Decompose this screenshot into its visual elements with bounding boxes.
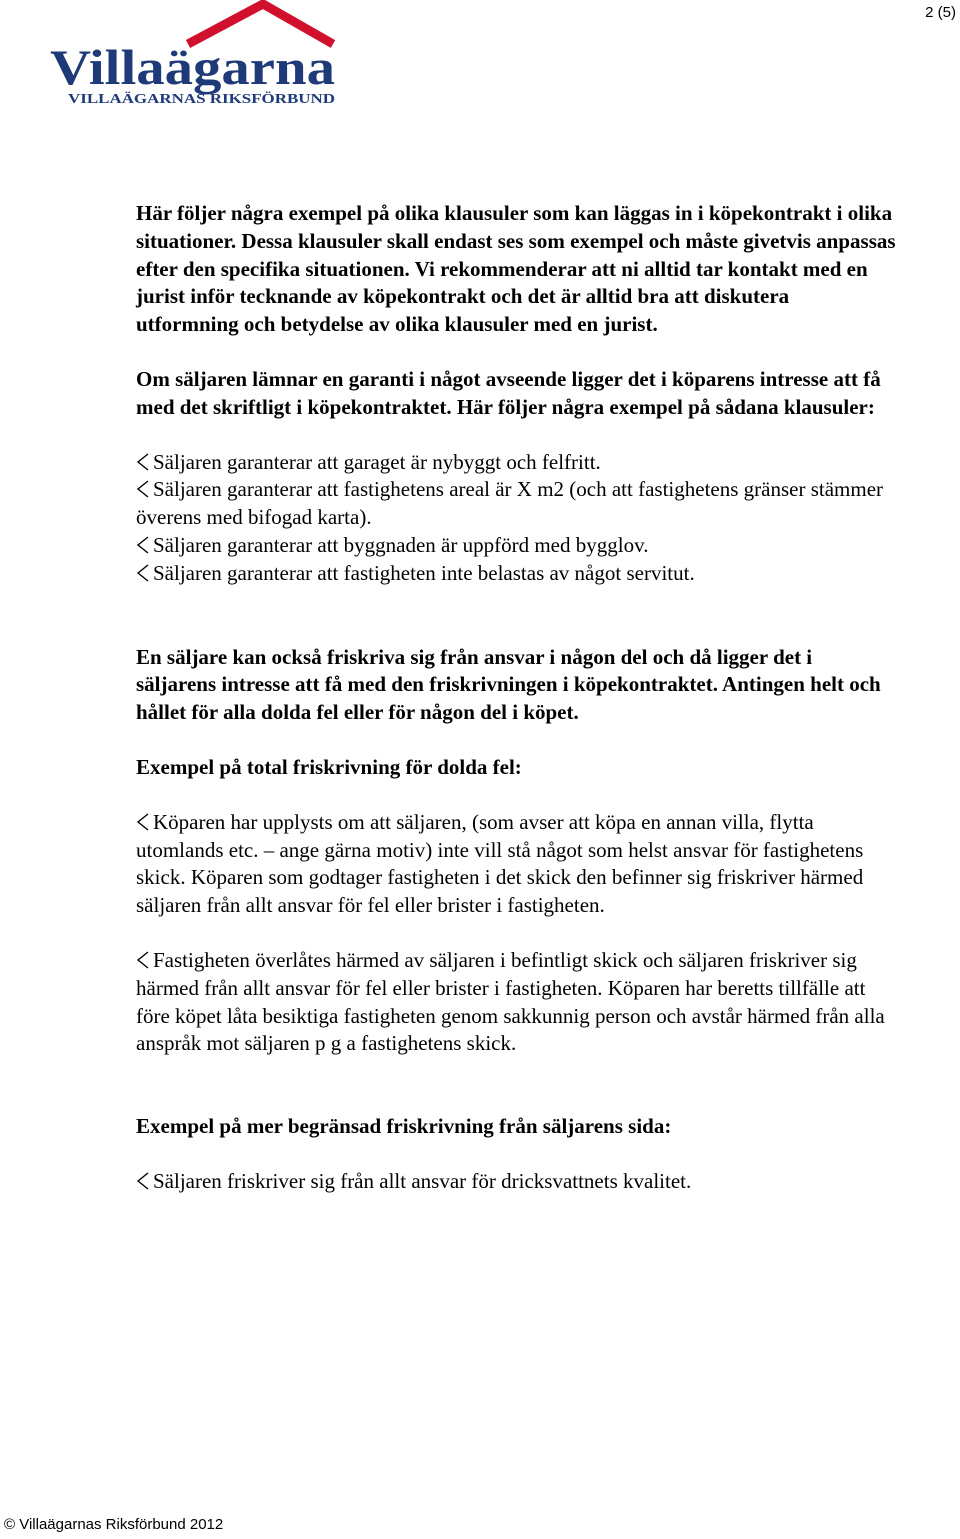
limited-disclaimer-heading: Exempel på mer begränsad friskrivning från säljarens sida: xyxy=(136,1114,672,1139)
villaagarna-logo xyxy=(50,0,340,110)
checkmark-bullet-icon xyxy=(136,535,150,555)
total-disclaimer-item xyxy=(136,809,896,920)
total-disclaimer-item xyxy=(136,947,896,1058)
intro-paragraph: Här följer några exempel på olika klausuler som kan läggas in i köpekontrakt i olika situationer. Dessa klausuler skall endast ses som exempel och måste givetvis anpassas efter den specifika situationen. Vi rekommenderar att ni alltid tar kontakt med en jurist inför tecknande av köpekontrakt och det är alltid bra att diskutera utformning och betydelse av olika klausuler med en jurist. xyxy=(136,201,896,337)
limited-disclaimer-item-text: Säljaren friskriver sig från allt ansvar för dricksvattnets kvalitet. xyxy=(153,1168,692,1193)
disclaimer-intro-paragraph: En säljare kan också friskriva sig från ansvar i någon del och då ligger det i säljarens intresse att få med den friskrivningen i köpekontraktet. Antingen helt och hållet för alla dolda fel eller för någon del i köpet. xyxy=(136,644,881,725)
guarantee-item-text: Säljaren garanterar att garaget är nybyggt och felfritt. xyxy=(153,449,601,474)
page-number: 2 (5) xyxy=(925,4,956,21)
guarantee-item xyxy=(136,476,896,532)
logo-wordmark: Villaägarna xyxy=(50,39,335,95)
guarantee-item xyxy=(136,560,896,588)
logo-subtitle: VILLAÄGARNAS RIKSFÖRBUND xyxy=(68,92,289,107)
document-body xyxy=(136,200,896,1196)
guarantee-item-text: Säljaren garanterar att byggnaden är uppförd med bygglov. xyxy=(153,532,649,557)
checkmark-bullet-icon xyxy=(136,1171,150,1191)
footer-copyright: © Villaägarnas Riksförbund 2012 xyxy=(4,1516,224,1533)
checkmark-bullet-icon xyxy=(136,950,150,970)
limited-disclaimer-item xyxy=(136,1168,896,1196)
guarantee-item-text: Säljaren garanterar att fastighetens areal är X m2 (och att fastighetens gränser stämmer överens med bifogad karta). xyxy=(136,477,884,530)
checkmark-bullet-icon xyxy=(136,563,150,583)
total-disclaimer-heading: Exempel på total friskrivning för dolda fel: xyxy=(136,754,522,779)
checkmark-bullet-icon xyxy=(136,452,150,472)
guarantee-item xyxy=(136,449,896,477)
total-disclaimer-item-text: Köparen har upplysts om att säljaren, (som avser att köpa en annan villa, flytta utomlands etc. – ange gärna motiv) inte vill stå något som helst ansvar för fastighetens skick. Köparen som godtager fastigheten i det skick den befinner sig friskriver härmed säljaren från allt ansvar för fel eller brister i fastigheten. xyxy=(136,809,864,918)
checkmark-bullet-icon xyxy=(136,479,150,499)
total-disclaimer-item-text: Fastigheten överlåtes härmed av säljaren i befintligt skick och säljaren friskriver sig härmed från allt ansvar för fel eller brister i fastigheten. Köparen har beretts tillfälle att före köpet låta besiktiga fastigheten genom sakkunnig person och avstår härmed från alla anspråk mot säljaren p g a fastighetens skick. xyxy=(136,947,885,1056)
guarantee-item xyxy=(136,532,896,560)
guarantee-intro-paragraph: Om säljaren lämnar en garanti i något avseende ligger det i köparens intresse att få med det skriftligt i köpekontraktet. Här följer några exempel på sådana klausuler: xyxy=(136,366,881,419)
checkmark-bullet-icon xyxy=(136,812,150,832)
guarantee-list xyxy=(136,449,896,588)
logo-roof xyxy=(188,4,333,44)
guarantee-item-text: Säljaren garanterar att fastigheten inte belastas av något servitut. xyxy=(153,560,695,585)
